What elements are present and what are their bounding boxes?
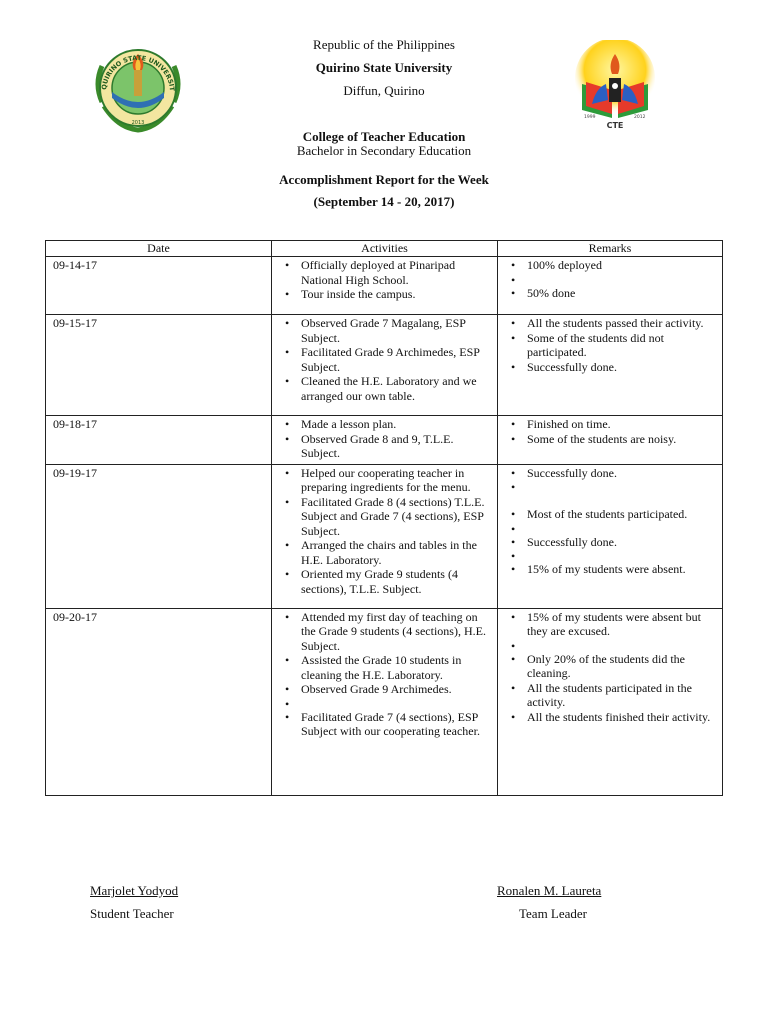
list-item: • Finished on time. bbox=[505, 417, 716, 432]
team-leader-name: Ronalen M. Laureta bbox=[497, 883, 602, 898]
university-location: Diffun, Quirino bbox=[343, 83, 425, 98]
activities-cell bbox=[272, 416, 498, 465]
activities-cell bbox=[272, 464, 498, 608]
list-item: • Some of the students did not participated. bbox=[505, 331, 716, 360]
list-item: • All the students passed their activity. bbox=[505, 316, 716, 331]
student-teacher-role: Student Teacher bbox=[90, 906, 174, 921]
list-item: • Observed Grade 7 Magalang, ESP Subject. bbox=[279, 316, 491, 345]
spacer bbox=[279, 697, 491, 710]
column-header-remarks: Remarks bbox=[498, 241, 723, 257]
table-header-row bbox=[46, 241, 723, 257]
activities-cell bbox=[272, 608, 498, 795]
list-item: • Made a lesson plan. bbox=[279, 417, 491, 432]
list-item: • Only 20% of the students did the cleaning. bbox=[505, 652, 716, 681]
accomplishment-table bbox=[45, 240, 723, 796]
list-item: • Attended my first day of teaching on the Grade 9 students (4 sections), H.E. Subject. bbox=[279, 610, 491, 654]
list-item: • Oriented my Grade 9 students (4 sections), T.L.E. Subject. bbox=[279, 567, 491, 596]
spacer bbox=[505, 273, 716, 286]
list-item: • 15% of my students were absent. bbox=[505, 562, 716, 577]
list-item: • 100% deployed bbox=[505, 258, 716, 273]
column-header-date: Date bbox=[46, 241, 272, 257]
report-period: (September 14 - 20, 2017) bbox=[313, 194, 455, 209]
list-item: • 15% of my students were absent but they are excused. bbox=[505, 610, 716, 639]
team-leader-role: Team Leader bbox=[519, 906, 588, 921]
date-cell: 09-18-17 bbox=[46, 416, 272, 465]
activities-cell bbox=[272, 257, 498, 315]
remarks-cell bbox=[498, 257, 723, 315]
date-cell: 09-15-17 bbox=[46, 315, 272, 416]
list-item: • Some of the students are noisy. bbox=[505, 432, 716, 447]
spacer bbox=[505, 522, 716, 535]
spacer bbox=[505, 480, 716, 507]
list-item: • Arranged the chairs and tables in the H.E. Laboratory. bbox=[279, 538, 491, 567]
remarks-cell bbox=[498, 315, 723, 416]
remarks-cell bbox=[498, 416, 723, 465]
remarks-cell bbox=[498, 608, 723, 795]
list-item: • Facilitated Grade 7 (4 sections), ESP Subject with our cooperating teacher. bbox=[279, 710, 491, 739]
university-name: Quirino State University bbox=[315, 60, 453, 75]
column-header-activities: Activities bbox=[272, 241, 498, 257]
table-row bbox=[46, 608, 723, 795]
svg-text:CTE: CTE bbox=[606, 121, 624, 130]
list-item: • Officially deployed at Pinaripad National High School. bbox=[279, 258, 491, 287]
spacer bbox=[505, 549, 716, 562]
program-name: Bachelor in Secondary Education bbox=[296, 143, 472, 158]
list-item: • All the students finished their activity. bbox=[505, 710, 716, 725]
list-item: • Successfully done. bbox=[505, 535, 716, 550]
table-row bbox=[46, 464, 723, 608]
list-item: • Observed Grade 9 Archimedes. bbox=[279, 682, 491, 697]
list-item: • 50% done bbox=[505, 286, 716, 301]
table-row bbox=[46, 416, 723, 465]
list-item: • Cleaned the H.E. Laboratory and we arranged our own table. bbox=[279, 374, 491, 403]
svg-text:2012: 2012 bbox=[634, 115, 646, 120]
college-name: College of Teacher Education bbox=[302, 129, 466, 144]
remarks-cell bbox=[498, 464, 723, 608]
svg-text:QUIRINO STATE UNIVERSITY: QUIRINO STATE UNIVERSIT bbox=[100, 53, 177, 92]
date-cell: 09-14-17 bbox=[46, 257, 272, 315]
list-item: • Successfully done. bbox=[505, 360, 716, 375]
list-item: • Facilitated Grade 8 (4 sections) T.L.E. Subject and Grade 7 (4 sections), ESP Subject. bbox=[279, 495, 491, 539]
svg-text:1999: 1999 bbox=[584, 115, 596, 120]
date-cell: 09-20-17 bbox=[46, 608, 272, 795]
table-row bbox=[46, 257, 723, 315]
svg-text:2013: 2013 bbox=[131, 120, 145, 126]
student-teacher-name: Marjolet Yodyod bbox=[90, 883, 179, 898]
list-item: • All the students participated in the activity. bbox=[505, 681, 716, 710]
report-title: Accomplishment Report for the Week bbox=[279, 172, 489, 187]
list-item: • Successfully done. bbox=[505, 466, 716, 481]
list-item: • Tour inside the campus. bbox=[279, 287, 491, 302]
list-item: • Assisted the Grade 10 students in cleaning the H.E. Laboratory. bbox=[279, 653, 491, 682]
list-item: • Facilitated Grade 9 Archimedes, ESP Subject. bbox=[279, 345, 491, 374]
list-item: • Most of the students participated. bbox=[505, 507, 716, 522]
list-item: • Helped our cooperating teacher in preparing ingredients for the menu. bbox=[279, 466, 491, 495]
date-cell: 09-19-17 bbox=[46, 464, 272, 608]
list-item: • Observed Grade 8 and 9, T.L.E. Subject. bbox=[279, 432, 491, 461]
table-row bbox=[46, 315, 723, 416]
republic-line: Republic of the Philippines bbox=[313, 37, 455, 52]
activities-cell bbox=[272, 315, 498, 416]
spacer bbox=[505, 639, 716, 652]
